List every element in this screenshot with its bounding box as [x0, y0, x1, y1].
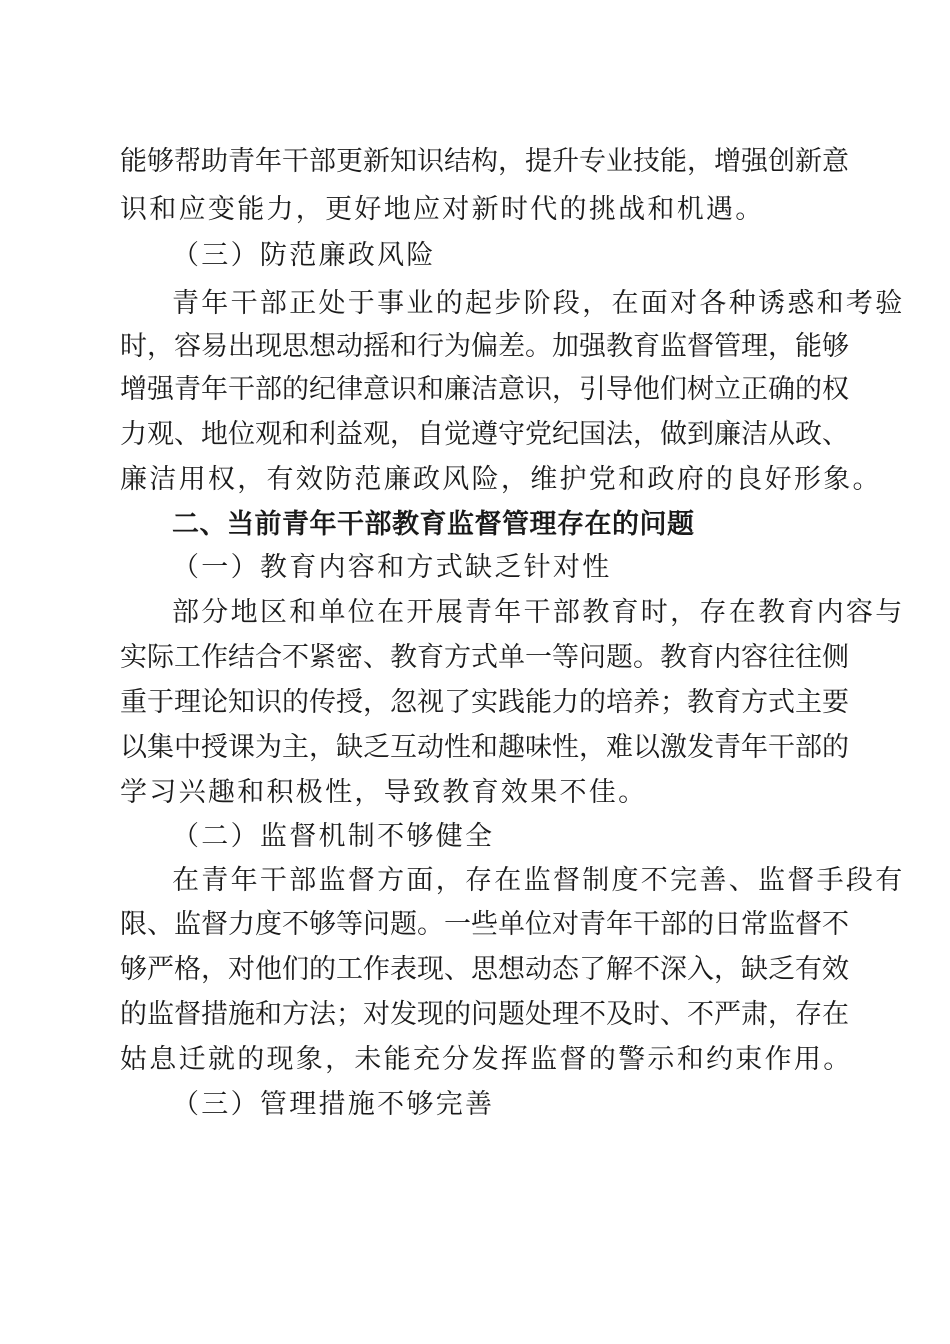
subheading: （三）管理措施不够完善 [172, 1089, 495, 1120]
body-text-line: 青年干部正处于事业的起步阶段，在面对各种诱惑和考验 [172, 288, 905, 319]
body-text-line: 力观、地位观和利益观，自觉遵守党纪国法，做到廉洁从政、 [120, 419, 849, 450]
body-text-line: 时，容易出现思想动摇和行为偏差。加强教育监督管理，能够 [120, 331, 849, 362]
body-text-line: 能够帮助青年干部更新知识结构，提升专业技能，增强创新意 [120, 146, 849, 177]
subheading: （一）教育内容和方式缺乏针对性 [172, 552, 612, 583]
body-text-line: 以集中授课为主，缺乏互动性和趣味性，难以激发青年干部的 [120, 732, 849, 763]
body-text-line: 姑息迁就的现象，未能充分发挥监督的警示和约束作用。 [120, 1044, 853, 1075]
subheading: （三）防范廉政风险 [172, 240, 436, 271]
body-text-line: 实际工作结合不紧密、教育方式单一等问题。教育内容往往侧 [120, 642, 849, 673]
body-text-line: 限、监督力度不够等问题。一些单位对青年干部的日常监督不 [120, 909, 849, 940]
body-text-line: 重于理论知识的传授，忽视了实践能力的培养；教育方式主要 [120, 687, 849, 718]
body-text-line: 增强青年干部的纪律意识和廉洁意识，引导他们树立正确的权 [120, 374, 849, 405]
body-text-line: 在青年干部监督方面，存在监督制度不完善、监督手段有 [172, 865, 905, 896]
body-text-line: 够严格，对他们的工作表现、思想动态了解不深入，缺乏有效 [120, 954, 849, 985]
section-heading: 二、当前青年干部教育监督管理存在的问题 [172, 509, 695, 540]
body-text-line: 廉洁用权，有效防范廉政风险，维护党和政府的良好形象。 [120, 464, 882, 495]
body-text-line: 部分地区和单位在开展青年干部教育时，存在教育内容与 [172, 597, 905, 628]
subheading: （二）监督机制不够健全 [172, 821, 495, 852]
body-text-line: 识和应变能力，更好地应对新时代的挑战和机遇。 [120, 194, 765, 225]
body-text-line: 学习兴趣和积极性，导致教育效果不佳。 [120, 777, 648, 808]
body-text-line: 的监督措施和方法；对发现的问题处理不及时、不严肃，存在 [120, 999, 849, 1030]
